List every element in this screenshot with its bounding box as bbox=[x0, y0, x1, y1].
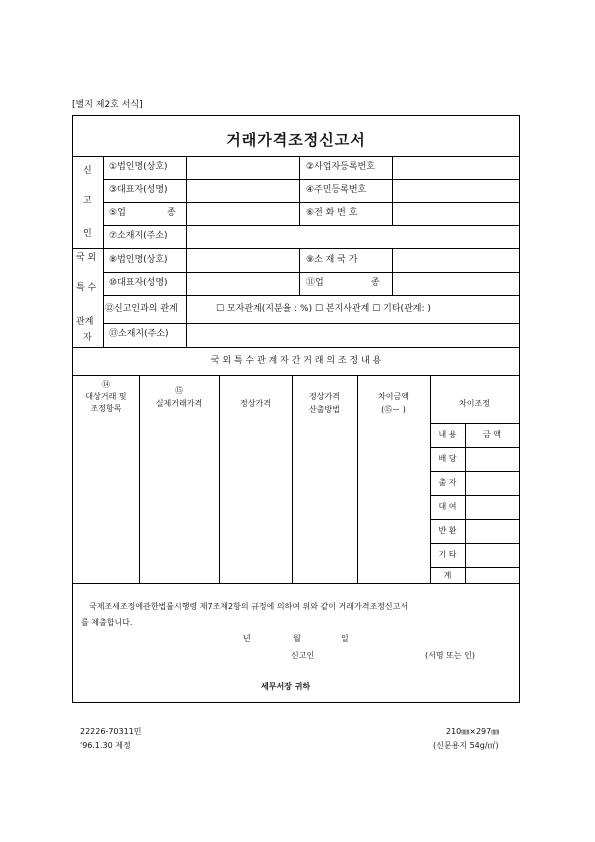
report-form bbox=[72, 115, 520, 703]
rule-adjust-row-4 bbox=[430, 519, 519, 520]
foreign-side-char-3: 관계 bbox=[76, 317, 94, 327]
foreign-side-char-4: 자 bbox=[83, 333, 92, 343]
col-adjustment: 차이조정 bbox=[459, 399, 490, 408]
resident-reg-no-label: ④주민등록번호 bbox=[306, 185, 367, 195]
row-total: 계 bbox=[443, 571, 452, 580]
footer-date: '96.1.30 제정 bbox=[80, 741, 131, 750]
rule-reporter-row-3 bbox=[103, 225, 519, 226]
rule-foreign-bottom bbox=[73, 347, 519, 348]
sub-col-amount: 금 액 bbox=[483, 430, 501, 439]
rule-foreign-side bbox=[103, 248, 104, 347]
foreign-representative-label: ⑩대표자(성명) bbox=[109, 278, 168, 288]
foreign-business-type-label-b: 종 bbox=[371, 278, 380, 288]
reporter-side-char-1: 신 bbox=[83, 166, 92, 176]
col-diff-line-1: 차이금액 bbox=[378, 392, 409, 401]
rule-reporter-bottom bbox=[73, 248, 519, 249]
rule-foreign-mid-col bbox=[299, 248, 300, 295]
rule-adjust-row-5 bbox=[430, 543, 519, 544]
col-actual-price: 실제거래가격 bbox=[155, 399, 203, 408]
rule-foreign-row-3 bbox=[103, 323, 519, 324]
reporter-side-char-3: 인 bbox=[83, 229, 92, 239]
row-loan: 대 여 bbox=[438, 502, 457, 511]
foreign-address-label: ⑬소재지(주소) bbox=[109, 329, 169, 339]
section-heading: 국 외 특 수 관 계 자 간 거 래 의 조 정 내 용 bbox=[210, 356, 382, 366]
declaration-line-2: 를 제출합니다. bbox=[81, 618, 133, 627]
rule-foreign-label-col bbox=[186, 248, 187, 295]
foreign-corp-name-label: ⑧법인명(상호) bbox=[109, 255, 168, 265]
footer-paper: (신문용지 54g/㎡) bbox=[433, 741, 499, 750]
applicant-label: 신고인 bbox=[291, 651, 315, 660]
col-target-line-2: 조정항목 bbox=[90, 404, 122, 413]
col-target-num: ⑭ bbox=[102, 380, 110, 389]
rule-reporter-mid-col bbox=[299, 156, 300, 225]
rule-reporter-side bbox=[103, 156, 104, 248]
relation-options[interactable]: ☐ 모자관계(지분율 : %) ☐ 본지사관계 ☐ 기타(관계: ) bbox=[216, 304, 431, 314]
business-type-label-b: 종 bbox=[167, 208, 176, 218]
form-title: 거래가격조정신고서 bbox=[226, 131, 366, 149]
rule-foreign-address-col bbox=[186, 323, 187, 347]
biz-reg-no-label: ②사업자등록번호 bbox=[306, 162, 375, 172]
col-normal-price: 정상가격 bbox=[240, 399, 271, 408]
relation-label: ⑫신고인과의 관계 bbox=[105, 304, 178, 314]
rule-title-bottom bbox=[73, 156, 519, 157]
rule-foreign-row-2 bbox=[103, 295, 519, 296]
signature-label: (서명 또는 인) bbox=[425, 651, 475, 660]
foreign-business-type-label-a: ⑪업 bbox=[306, 278, 324, 288]
row-refund: 반 환 bbox=[438, 526, 457, 535]
rule-adjust-row-6 bbox=[430, 567, 519, 568]
date-year-label: 년 bbox=[243, 634, 251, 643]
sub-col-content: 내 용 bbox=[438, 430, 457, 439]
footer-size: 210㎜×297㎜ bbox=[446, 727, 500, 736]
recipient-label: 세무서장 귀하 bbox=[261, 682, 311, 691]
date-month-label: 월 bbox=[293, 634, 301, 643]
declaration-line-1: 국제조세조정에관한법률시행령 제7조제2항의 규정에 의하여 위와 같이 거래가격조정신고서 bbox=[89, 602, 409, 611]
rule-adjust-row-2 bbox=[430, 471, 519, 472]
rule-adjust-row-3 bbox=[430, 495, 519, 496]
rule-table-bottom bbox=[73, 583, 519, 584]
country-label: ⑨소 재 국 가 bbox=[306, 255, 358, 265]
foreign-side-char-1: 국 외 bbox=[76, 253, 97, 263]
row-other: 기 타 bbox=[438, 550, 457, 559]
rule-reporter-address-col bbox=[186, 225, 187, 248]
row-dividend: 배 당 bbox=[438, 454, 457, 463]
rule-foreign-label-col-2 bbox=[392, 248, 393, 295]
rule-reporter-row-2 bbox=[103, 202, 519, 203]
rule-reporter-label-col bbox=[186, 156, 187, 225]
address-label: ⑦소재지(주소) bbox=[109, 231, 168, 241]
row-investment: 출 자 bbox=[438, 478, 457, 487]
rule-foreign-row-1 bbox=[103, 272, 519, 273]
form-number-label: [별지 제2호 서식] bbox=[72, 100, 143, 110]
rule-reporter-row-1 bbox=[103, 179, 519, 180]
representative-label: ③대표자(성명) bbox=[109, 185, 168, 195]
col-method-line-1: 정상가격 bbox=[309, 392, 340, 401]
rule-reporter-label-col-2 bbox=[392, 156, 393, 225]
rule-adjust-row-0 bbox=[430, 423, 519, 424]
business-type-label-a: ⑤업 bbox=[109, 208, 126, 218]
date-day-label: 일 bbox=[341, 634, 349, 643]
col-method-line-2: 산출방법 bbox=[309, 405, 340, 414]
reporter-side-char-2: 고 bbox=[83, 196, 92, 206]
foreign-side-char-2: 특 수 bbox=[76, 283, 97, 293]
col-actual-price-num: ⑮ bbox=[175, 386, 183, 395]
phone-label: ⑥전 화 번 호 bbox=[306, 208, 358, 218]
footer-code: 22226-70311민 bbox=[80, 727, 142, 736]
col-target-line-1: 대상거래 및 bbox=[85, 392, 127, 401]
rule-table-col-6 bbox=[465, 423, 466, 583]
col-diff-line-2: (⑮ー ) bbox=[381, 405, 406, 414]
rule-foreign-relation-col bbox=[186, 295, 187, 323]
rule-adjust-row-1 bbox=[430, 447, 519, 448]
corp-name-label: ①법인명(상호) bbox=[109, 162, 168, 172]
